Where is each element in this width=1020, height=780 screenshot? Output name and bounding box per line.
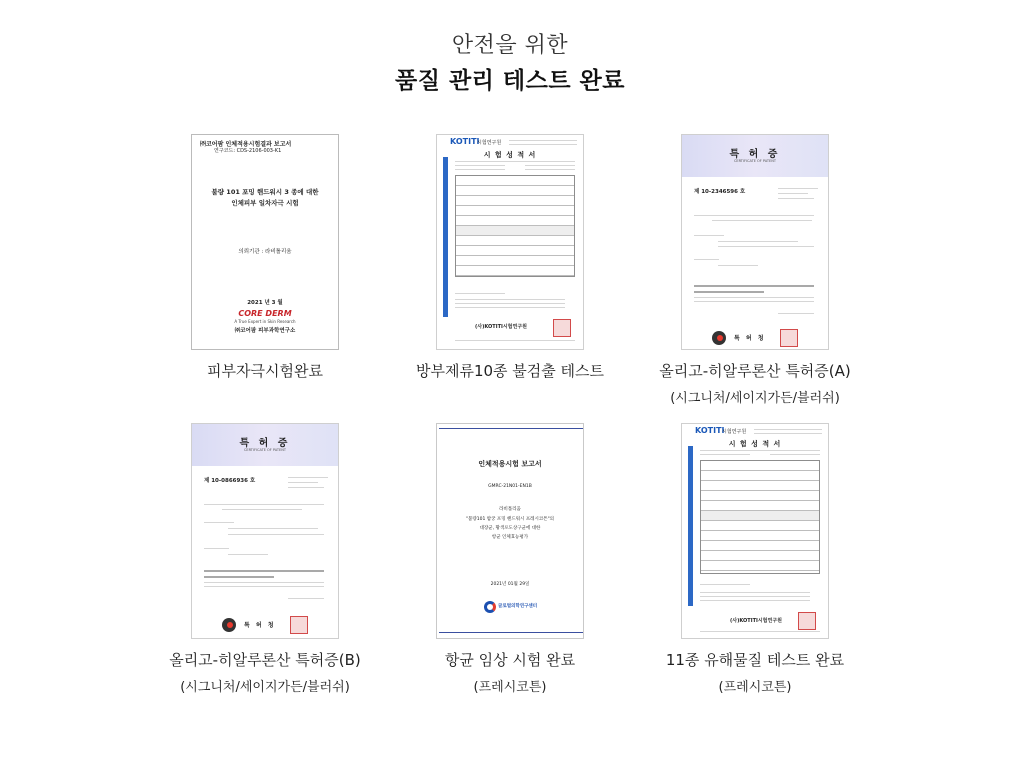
doc-title-line2: 인체피부 일차자극 시험 — [231, 199, 299, 207]
doc-header-line2: 연구코드: CDS-2106-003-K1 — [214, 148, 282, 154]
certificate-card-hazardous-substances[interactable] — [655, 423, 855, 695]
document-thumbnail-kotiti-report-2[interactable] — [681, 423, 829, 639]
certificate-card-patent-a[interactable] — [655, 134, 855, 406]
doc-client: 라비톨리움 — [499, 507, 521, 512]
patent-title: 특 허 증 — [729, 149, 781, 160]
card-caption-sub: (시그니처/세이지가든/블러쉬) — [180, 680, 350, 695]
card-caption: 올리고-히알루론산 특허증(B) — [169, 651, 361, 669]
doc-title: 시 험 성 적 서 — [483, 151, 537, 159]
patent-subtitle: CERTIFICATE OF PATENT — [243, 448, 287, 452]
page-subtitle: 안전을 위한 — [451, 33, 569, 58]
doc-date: 2021 년 3 월 — [247, 300, 283, 306]
patent-number: 제 10-0866936 호 — [204, 478, 256, 484]
doc-body-line3: 항균 인체효능평가 — [491, 535, 529, 540]
seal-stamp — [553, 319, 571, 337]
patent-office-name: 특 허 청 — [244, 622, 276, 629]
card-caption: 피부자극시험완료 — [207, 362, 323, 380]
doc-client: 의뢰기관 : 라비톨리움 — [238, 249, 292, 255]
certificate-card-patent-b[interactable] — [165, 423, 365, 695]
doc-institute: ㈜코어팜 피부과학연구소 — [234, 328, 296, 334]
coreder-logo: CORE DERM — [238, 309, 292, 318]
doc-footer: (사)KOTITI시험연구원 — [475, 324, 527, 330]
g-logo-icon — [484, 601, 496, 613]
doc-body-line2: 대장균, 황색포도상구균에 대한 — [479, 526, 541, 531]
patent-office-name: 특 허 청 — [734, 335, 766, 342]
doc-title: 인체적용시험 보고서 — [478, 459, 542, 468]
seal-stamp — [798, 612, 816, 630]
card-caption: 11종 유해물질 테스트 완료 — [665, 651, 845, 669]
document-thumbnail-skin-report[interactable] — [191, 134, 339, 350]
doc-body-line1: "불량101 밤궁 포밍 핸드워시 프레시코튼"의 — [465, 517, 554, 522]
card-caption-sub: (프레시코튼) — [473, 680, 547, 695]
kotiti-side-bar — [443, 157, 448, 317]
result-table — [455, 175, 575, 277]
result-table — [700, 460, 820, 574]
certificate-card-skin-irritation[interactable] — [165, 134, 365, 387]
card-caption: 방부제류10종 불검출 테스트 — [415, 362, 604, 380]
kotiti-org-name: 시험연구원 — [722, 429, 747, 435]
card-caption-sub: (프레시코튼) — [718, 680, 792, 695]
card-caption-sub: (시그니처/세이지가든/블러쉬) — [670, 391, 840, 406]
doc-brand-tagline: A True Expert in Skin Research — [234, 319, 296, 324]
document-thumbnail-patent-b[interactable] — [191, 423, 339, 639]
page-title: 품질 관리 테스트 완료 — [395, 68, 625, 94]
doc-title: 시 험 성 적 서 — [728, 440, 782, 448]
seal-stamp — [290, 616, 308, 634]
document-thumbnail-antibacterial-report[interactable] — [436, 423, 584, 639]
kotiti-logo: KOTITI — [695, 426, 725, 435]
document-thumbnail-patent-a[interactable] — [681, 134, 829, 350]
gmrc-logo-badge — [484, 600, 538, 616]
patent-subtitle: CERTIFICATE OF PATENT — [733, 159, 777, 163]
kipo-logo-icon — [222, 618, 236, 632]
doc-header-line1: ㈜코어팜 인체적용시험결과 보고서 — [200, 141, 292, 148]
doc-code: GMRC-21N01-EN1B — [488, 484, 532, 489]
certificate-card-antibacterial[interactable] — [410, 423, 610, 695]
certificate-card-preservatives[interactable] — [410, 134, 610, 387]
document-thumbnail-kotiti-report-1[interactable] — [436, 134, 584, 350]
kotiti-side-bar — [688, 446, 693, 606]
patent-number: 제 10-2346596 호 — [694, 189, 746, 195]
badge-text: 글로벌의학연구센터 — [498, 604, 538, 609]
card-caption: 항균 임상 시험 완료 — [444, 651, 576, 669]
doc-footer: (사)KOTITI시험연구원 — [730, 618, 782, 624]
kotiti-org-name: 시험연구원 — [477, 140, 502, 146]
doc-date: 2021년 01월 29일 — [490, 582, 530, 587]
patent-title: 특 허 증 — [239, 438, 291, 449]
kipo-logo-icon — [712, 331, 726, 345]
seal-stamp — [780, 329, 798, 347]
card-caption: 올리고-히알루론산 특허증(A) — [659, 362, 851, 380]
kotiti-logo: KOTITI — [450, 137, 480, 146]
doc-title-line1: 불량 101 포밍 핸드워시 3 종에 대한 — [211, 188, 319, 196]
